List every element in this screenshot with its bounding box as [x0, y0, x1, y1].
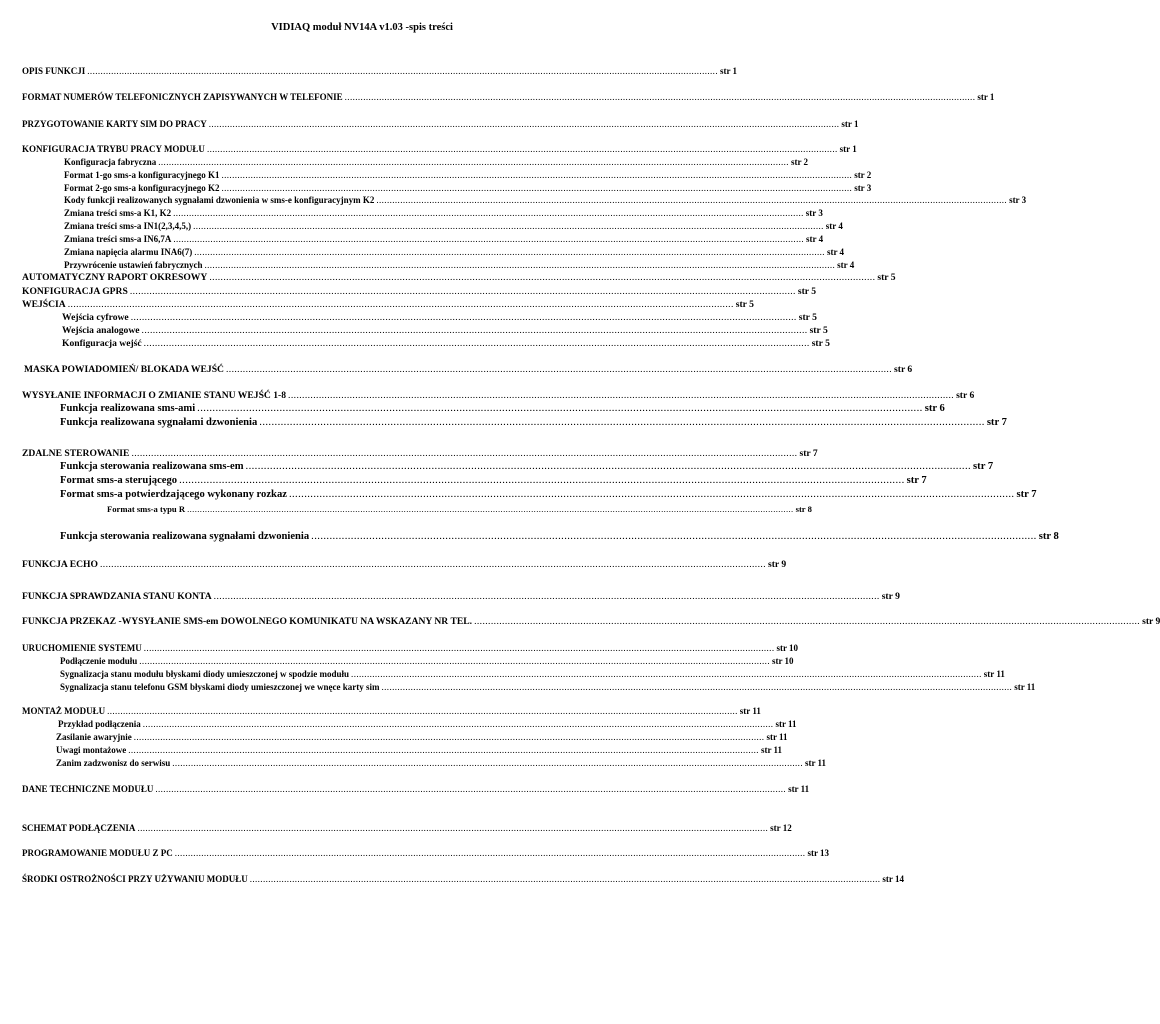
- toc-entry: [58, 719, 797, 729]
- toc-page: str 12: [770, 823, 792, 833]
- toc-page: str 3: [854, 183, 872, 193]
- toc-leader: ..............................................................................................................................................................................................................................................: [143, 338, 810, 349]
- toc-entry: [62, 325, 828, 336]
- toc-page: str 1: [719, 66, 738, 76]
- toc-page: str 14: [882, 874, 904, 884]
- toc-entry: [60, 669, 1005, 679]
- toc-leader: ..............................................................................................................................................................................................................................................: [131, 448, 798, 459]
- toc-page: str 8: [795, 504, 812, 514]
- toc-page: str 1: [841, 119, 859, 129]
- toc-page: str 7: [906, 475, 927, 486]
- toc-label: Zanim zadzwonisz do serwisu: [56, 758, 171, 768]
- toc-label: OPIS FUNKCJI: [22, 66, 86, 76]
- toc-entry: [60, 461, 994, 473]
- toc-page: str 4: [825, 221, 843, 231]
- toc-leader: ..............................................................................................................................................................................................................................................: [155, 784, 787, 794]
- toc-page: str 2: [790, 157, 809, 167]
- toc-leader: ..............................................................................................................................................................................................................................................: [474, 616, 1141, 627]
- toc-entry: [60, 489, 1037, 501]
- toc-leader: ..............................................................................................................................................................................................................................................: [87, 66, 718, 76]
- toc-label: SCHEMAT PODŁĄCZENIA: [22, 823, 136, 833]
- toc-entry: [22, 848, 830, 858]
- toc-entry: [60, 475, 927, 487]
- toc-label: FUNKCJA ECHO: [22, 559, 98, 570]
- toc-leader: ..............................................................................................................................................................................................................................................: [137, 823, 769, 833]
- toc-entry: [64, 247, 845, 257]
- toc-page: str 4: [806, 234, 824, 244]
- toc-leader: ..............................................................................................................................................................................................................................................: [130, 312, 797, 323]
- toc-label: Podłączenie modułu: [60, 656, 138, 666]
- toc-leader: ..............................................................................................................................................................................................................................................: [221, 183, 853, 193]
- toc-page: str 11: [804, 758, 827, 768]
- toc-page: str 3: [805, 208, 823, 218]
- toc-entry: [22, 591, 900, 602]
- toc-entry: [64, 195, 1027, 205]
- toc-label: Sygnalizacja stanu telefonu GSM błyskami diody umieszczonej we wnęce karty sim: [60, 682, 380, 692]
- toc-label: FUNKCJA PRZEKAZ -WYSYŁANIE SMS-em DOWOLNEGO KOMUNIKATU NA WSKAZANY NR TEL.: [22, 616, 473, 627]
- toc-entry: [64, 260, 855, 270]
- toc-label: Funkcja realizowana sygnałami dzwonienia: [60, 417, 258, 428]
- toc-leader: ..............................................................................................................................................................................................................................................: [206, 144, 838, 154]
- toc-label: Zmiana napięcia alarmu INA6(7): [64, 247, 193, 257]
- toc-entry: [22, 559, 787, 570]
- toc-leader: ..............................................................................................................................................................................................................................................: [107, 706, 738, 716]
- toc-entry: [22, 823, 792, 833]
- toc-leader: ..............................................................................................................................................................................................................................................: [139, 656, 770, 666]
- toc-page: str 4: [826, 247, 845, 257]
- toc-entry: [56, 732, 788, 742]
- toc-page: str 4: [837, 260, 855, 270]
- toc-label: WYSYŁANIE INFORMACJI O ZMIANIE STANU WEJŚĆ 1-8: [22, 390, 287, 401]
- toc-page: str 7: [799, 448, 818, 459]
- toc-leader: ..............................................................................................................................................................................................................................................: [351, 669, 982, 679]
- toc-page: str 6: [924, 403, 945, 414]
- toc-label: Funkcja sterowania realizowana sms-em: [60, 461, 244, 472]
- toc-page: str 5: [735, 299, 754, 310]
- toc-leader: ..............................................................................................................................................................................................................................................: [193, 221, 824, 231]
- toc-label: Konfiguracja wejść: [62, 338, 142, 349]
- toc-page: str 8: [1038, 531, 1059, 542]
- toc-entry: [60, 682, 1036, 692]
- toc-leader: ..............................................................................................................................................................................................................................................: [173, 208, 804, 218]
- toc-entry: [62, 338, 830, 349]
- toc-entry: [22, 643, 799, 653]
- toc-entry: [22, 616, 1160, 627]
- toc-label: Format sms-a potwierdzającego wykonany rozkaz: [60, 489, 287, 500]
- toc-page: str 11: [766, 732, 788, 742]
- toc-page: str 11: [775, 719, 797, 729]
- toc-label: Wejścia cyfrowe: [62, 312, 129, 323]
- toc-leader: ..............................................................................................................................................................................................................................................: [197, 403, 923, 414]
- toc-leader: ..............................................................................................................................................................................................................................................: [221, 170, 853, 180]
- toc-page: str 6: [894, 364, 913, 375]
- toc-entry: [60, 656, 794, 666]
- toc-leader: ..............................................................................................................................................................................................................................................: [259, 417, 985, 428]
- toc-entry: [22, 272, 896, 283]
- toc-entry: [107, 504, 812, 514]
- toc-entry: [64, 183, 872, 193]
- toc-label: DANE TECHNICZNE MODUŁU: [22, 784, 154, 794]
- toc-page: str 6: [956, 390, 975, 401]
- toc-entry: [22, 119, 859, 129]
- toc-label: Przywrócenie ustawień fabrycznych: [64, 260, 203, 270]
- toc-page: str 1: [977, 92, 995, 102]
- toc-leader: ..............................................................................................................................................................................................................................................: [129, 286, 796, 297]
- toc-leader: ..............................................................................................................................................................................................................................................: [204, 260, 836, 270]
- toc-page: str 5: [798, 312, 817, 323]
- toc-page: str 5: [797, 286, 817, 297]
- toc-leader: ..............................................................................................................................................................................................................................................: [142, 719, 774, 729]
- toc-leader: ..............................................................................................................................................................................................................................................: [158, 157, 789, 167]
- toc-label: Format 1-go sms-a konfiguracyjnego K1: [64, 170, 220, 180]
- toc-leader: ..............................................................................................................................................................................................................................................: [194, 247, 825, 257]
- toc-entry: [62, 312, 817, 323]
- toc-page: str 1: [839, 144, 857, 154]
- toc-page: str 10: [771, 656, 794, 666]
- toc-leader: ..............................................................................................................................................................................................................................................: [225, 364, 893, 375]
- toc-label: ZDALNE STEROWANIE: [22, 448, 130, 459]
- toc-label: Zasilanie awaryjnie: [56, 732, 132, 742]
- toc-leader: ..............................................................................................................................................................................................................................................: [143, 643, 775, 653]
- toc-label: Format sms-a typu R: [107, 504, 186, 514]
- toc-page: str 11: [739, 706, 761, 716]
- toc-label: MASKA POWIADOMIEŃ/ BLOKADA WEJŚĆ: [24, 364, 224, 375]
- toc-leader: ..............................................................................................................................................................................................................................................: [179, 475, 905, 486]
- toc-page: str 7: [986, 417, 1007, 428]
- toc-label: URUCHOMIENIE SYSTEMU: [22, 643, 142, 653]
- toc-label: Format 2-go sms-a konfiguracyjnego K2: [64, 183, 220, 193]
- toc-label: WEJŚCIA: [22, 299, 66, 310]
- toc-page: str 11: [983, 669, 1005, 679]
- toc-entry: [60, 417, 1007, 429]
- toc-page: str 7: [1016, 489, 1037, 500]
- toc-page: str 10: [776, 643, 799, 653]
- toc-label: FORMAT NUMERÓW TELEFONICZNYCH ZAPISYWANYCH W TELEFONIE: [22, 92, 343, 102]
- toc-entry: [60, 531, 1059, 543]
- toc-entry: [24, 364, 913, 375]
- toc-entry: [64, 170, 872, 180]
- toc-page: str 13: [807, 848, 830, 858]
- toc-entry: [22, 286, 817, 297]
- toc-entry: [22, 66, 738, 76]
- toc-leader: ..............................................................................................................................................................................................................................................: [249, 874, 881, 884]
- toc-page: str 7: [973, 461, 994, 472]
- toc-leader: ..............................................................................................................................................................................................................................................: [173, 234, 805, 244]
- toc-label: PROGRAMOWANIE MODUŁU Z PC: [22, 848, 173, 858]
- toc-page: str 5: [811, 338, 830, 349]
- toc-label: FUNKCJA SPRAWDZANIA STANU KONTA: [22, 591, 212, 602]
- toc-label: KONFIGURACJA GPRS: [22, 286, 128, 297]
- toc-entry: [64, 221, 843, 231]
- toc-label: PRZYGOTOWANIE KARTY SIM DO PRACY: [22, 119, 207, 129]
- toc-page: str 5: [809, 325, 828, 336]
- toc-label: Uwagi montażowe: [56, 745, 127, 755]
- toc-entry: [64, 208, 823, 218]
- toc-label: MONTAŻ MODUŁU: [22, 706, 106, 716]
- toc-label: Zmiana treści sms-a K1, K2: [64, 208, 172, 218]
- toc-entry: [22, 144, 857, 154]
- toc-label: Format sms-a sterującego: [60, 475, 178, 486]
- toc-leader: ..............................................................................................................................................................................................................................................: [288, 390, 955, 401]
- toc-label: AUTOMATYCZNY RAPORT OKRESOWY: [22, 272, 208, 283]
- page-title: VIDIAQ moduł NV14A v1.03 -spis treści: [271, 22, 453, 33]
- toc-leader: ..............................................................................................................................................................................................................................................: [288, 489, 1015, 500]
- toc-label: Wejścia analogowe: [62, 325, 140, 336]
- toc-page: str 11: [760, 745, 783, 755]
- toc-page: str 9: [1142, 616, 1160, 627]
- toc-leader: ..............................................................................................................................................................................................................................................: [128, 745, 759, 755]
- toc-leader: ..............................................................................................................................................................................................................................................: [99, 559, 766, 570]
- toc-label: Kody funkcji realizowanych sygnałami dzwonienia w sms-e konfiguracyjnym K2: [64, 195, 375, 205]
- toc-page: str 9: [881, 591, 900, 602]
- toc-label: Konfiguracja fabryczna: [64, 157, 157, 167]
- toc-label: ŚRODKI OSTROŻNOŚCI PRZY UŻYWANIU MODUŁU: [22, 874, 248, 884]
- toc-label: Zmiana treści sms-a IN1(2,3,4,5,): [64, 221, 192, 231]
- toc-entry: [64, 157, 809, 167]
- toc-page: str 2: [854, 170, 872, 180]
- toc-leader: ..............................................................................................................................................................................................................................................: [133, 732, 765, 742]
- toc-entry: [22, 390, 975, 401]
- toc-page: str 5: [877, 272, 896, 283]
- toc-leader: ..............................................................................................................................................................................................................................................: [67, 299, 734, 310]
- toc-page: str 3: [1009, 195, 1027, 205]
- toc-leader: ..............................................................................................................................................................................................................................................: [187, 504, 794, 514]
- toc-leader: ..............................................................................................................................................................................................................................................: [376, 195, 1008, 205]
- toc-leader: ..............................................................................................................................................................................................................................................: [245, 461, 972, 472]
- toc-leader: ..............................................................................................................................................................................................................................................: [344, 92, 976, 102]
- toc-entry: [22, 784, 810, 794]
- toc-leader: ..............................................................................................................................................................................................................................................: [381, 682, 1013, 692]
- toc-entry: [56, 745, 783, 755]
- toc-page: str 11: [788, 784, 810, 794]
- toc-leader: ..............................................................................................................................................................................................................................................: [208, 119, 840, 129]
- toc-leader: ..............................................................................................................................................................................................................................................: [141, 325, 808, 336]
- toc-entry: [22, 706, 761, 716]
- toc-label: Sygnalizacja stanu modułu błyskami diody umieszczonej w spodzie modułu: [60, 669, 350, 679]
- toc-entry: [56, 758, 827, 768]
- toc-entry: [22, 92, 995, 102]
- toc-leader: ..............................................................................................................................................................................................................................................: [311, 531, 1037, 542]
- toc-page: str 11: [1014, 682, 1036, 692]
- toc-label: KONFIGURACJA TRYBU PRACY MODUŁU: [22, 144, 205, 154]
- toc-entry: [22, 448, 818, 459]
- toc-entry: [64, 234, 824, 244]
- toc-leader: ..............................................................................................................................................................................................................................................: [213, 591, 880, 602]
- toc-entry: [60, 403, 945, 415]
- toc-entry: [22, 874, 904, 884]
- toc-label: Funkcja sterowania realizowana sygnałami dzwonienia: [60, 531, 310, 542]
- toc-leader: ..............................................................................................................................................................................................................................................: [209, 272, 876, 283]
- toc-page: str 9: [768, 559, 787, 570]
- toc-label: Zmiana treści sms-a IN6,7A: [64, 234, 172, 244]
- toc-label: Funkcja realizowana sms-ami: [60, 403, 196, 414]
- toc-entry: [22, 299, 754, 310]
- toc-leader: ..............................................................................................................................................................................................................................................: [172, 758, 803, 768]
- toc-label: Przykład podłączenia: [58, 719, 141, 729]
- toc-leader: ..............................................................................................................................................................................................................................................: [174, 848, 806, 858]
